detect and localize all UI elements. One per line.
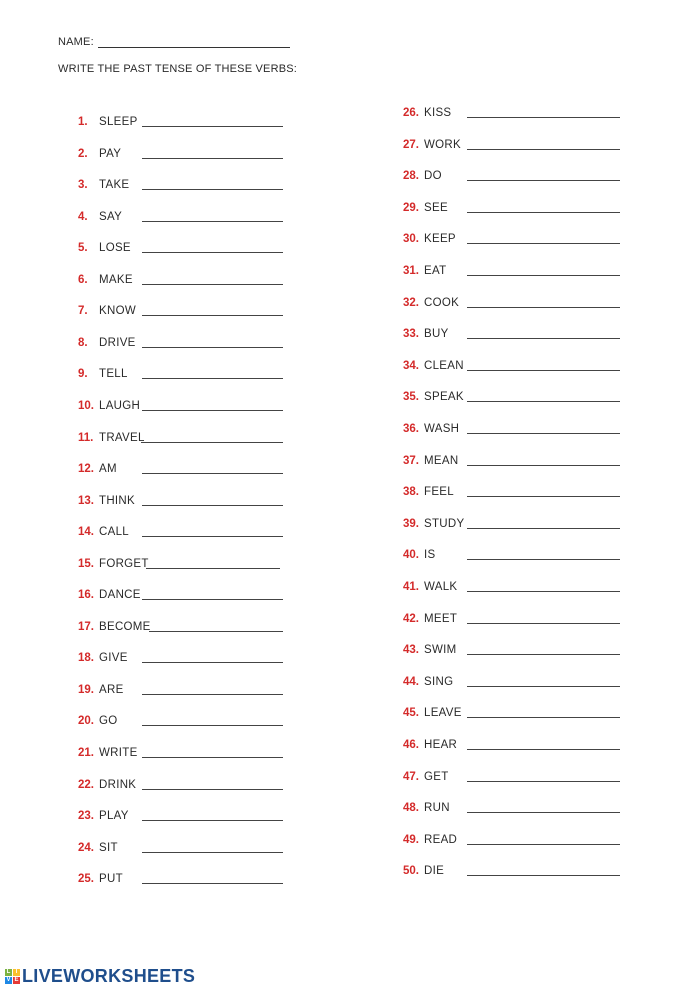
verb-item	[78, 775, 283, 791]
verb-item	[78, 585, 283, 601]
answer-blank[interactable]	[467, 781, 620, 782]
verb-item	[403, 166, 620, 182]
verb-item	[78, 396, 283, 412]
verb-label: KNOW	[99, 305, 136, 318]
item-number: 45.	[403, 707, 419, 720]
verb-item	[78, 743, 283, 759]
verb-label: DRINK	[99, 778, 137, 791]
verb-item	[78, 428, 283, 444]
answer-blank[interactable]	[467, 591, 620, 592]
verb-item	[403, 861, 620, 877]
item-number: 47.	[403, 770, 419, 783]
verb-item	[403, 735, 620, 751]
verb-label: HEAR	[424, 739, 458, 751]
answer-blank[interactable]	[467, 243, 620, 244]
verb-label: MEAN	[424, 454, 459, 467]
item-number: 22.	[78, 778, 94, 791]
item-number: 2.	[78, 147, 88, 160]
item-number: 38.	[403, 486, 419, 499]
answer-blank[interactable]	[467, 401, 620, 402]
answer-blank[interactable]	[142, 347, 283, 348]
verb-item	[78, 711, 283, 727]
verb-label: LOSE	[99, 242, 131, 255]
item-number: 19.	[78, 683, 94, 696]
verb-label: SLEEP	[99, 116, 138, 128]
verb-label: PUT	[99, 873, 123, 886]
answer-blank[interactable]	[142, 694, 283, 695]
verb-label: SPEAK	[424, 391, 464, 404]
answer-blank[interactable]	[467, 559, 620, 560]
verb-label: STUDY	[424, 517, 465, 530]
instructions: WRITE THE PAST TENSE OF THESE VERBS:	[58, 63, 298, 75]
answer-blank[interactable]	[146, 568, 280, 569]
item-number: 10.	[78, 399, 94, 412]
verb-item	[403, 324, 620, 340]
item-number: 50.	[403, 865, 419, 878]
item-number: 5.	[78, 242, 88, 255]
verb-label: DANCE	[99, 589, 141, 602]
answer-blank[interactable]	[467, 370, 620, 371]
answer-blank[interactable]	[467, 338, 620, 339]
answer-blank[interactable]	[149, 631, 283, 632]
verb-label: LEAVE	[424, 707, 462, 720]
verb-item	[403, 767, 620, 783]
verb-label: TRAVEL	[99, 431, 145, 444]
verb-item	[403, 545, 620, 561]
answer-blank[interactable]	[142, 315, 283, 316]
verb-item	[78, 270, 283, 286]
verb-label: GIVE	[99, 652, 128, 665]
verb-item	[78, 364, 283, 380]
answer-blank[interactable]	[467, 496, 620, 497]
verb-item	[78, 617, 283, 633]
item-number: 31.	[403, 265, 419, 277]
verb-label: TELL	[99, 368, 128, 381]
answer-blank[interactable]	[467, 875, 620, 876]
item-number: 11.	[78, 431, 94, 444]
verb-label: THINK	[99, 494, 135, 507]
answer-blank[interactable]	[467, 433, 620, 434]
item-number: 14.	[78, 526, 94, 539]
verb-label: DIE	[424, 865, 445, 878]
answer-blank[interactable]	[142, 378, 283, 379]
answer-blank[interactable]	[142, 820, 283, 821]
item-number: 12.	[78, 463, 94, 476]
answer-blank[interactable]	[467, 812, 620, 813]
item-number: 8.	[78, 336, 88, 349]
item-number: 27.	[403, 138, 419, 151]
answer-blank[interactable]	[467, 307, 620, 308]
answer-blank[interactable]	[467, 623, 620, 624]
item-number: 44.	[403, 675, 419, 688]
verb-item	[403, 830, 620, 846]
verb-item	[403, 261, 620, 277]
verb-label: BUY	[424, 328, 449, 341]
verb-item	[403, 451, 620, 467]
answer-blank[interactable]	[142, 284, 283, 285]
answer-blank[interactable]	[467, 275, 620, 276]
answer-blank[interactable]	[467, 654, 620, 655]
verb-item	[78, 459, 283, 475]
answer-blank[interactable]	[467, 465, 620, 466]
verb-item	[78, 207, 283, 223]
logo-grid-icon: L I V E	[6, 969, 19, 983]
verb-item	[403, 672, 620, 688]
verb-label: TAKE	[99, 179, 130, 192]
verb-label: SAY	[99, 210, 123, 223]
verb-item	[403, 577, 620, 593]
logo-text: LIVEWORKSHEETS	[22, 966, 196, 986]
verb-item	[78, 112, 283, 128]
answer-blank[interactable]	[142, 126, 283, 127]
verb-item	[78, 680, 283, 696]
answer-blank[interactable]	[142, 789, 283, 790]
verb-item	[78, 238, 283, 254]
item-number: 21.	[78, 747, 94, 759]
answer-blank[interactable]	[142, 252, 283, 253]
item-number: 36.	[403, 423, 419, 435]
verb-item	[78, 144, 283, 160]
answer-blank[interactable]	[142, 662, 283, 663]
verb-item	[78, 869, 283, 885]
verb-label: DRIVE	[99, 336, 136, 349]
verb-label: KISS	[424, 107, 452, 119]
verb-label: WRITE	[99, 747, 138, 759]
answer-blank[interactable]	[142, 599, 283, 600]
verb-label: GET	[424, 770, 449, 783]
verb-item	[78, 648, 283, 664]
verb-label: PAY	[99, 147, 122, 160]
item-number: 32.	[403, 296, 419, 309]
verb-item	[78, 175, 283, 191]
item-number: 42.	[403, 612, 419, 625]
verb-item	[403, 609, 620, 625]
item-number: 39.	[403, 517, 419, 530]
verb-label: EAT	[424, 265, 447, 277]
item-number: 7.	[78, 305, 88, 318]
item-number: 40.	[403, 549, 419, 562]
answer-blank[interactable]	[142, 725, 283, 726]
answer-blank[interactable]	[142, 189, 283, 190]
verb-item	[78, 491, 283, 507]
verb-label: CLEAN	[424, 359, 464, 372]
verb-label: PLAY	[99, 810, 129, 823]
item-number: 28.	[403, 170, 419, 183]
item-number: 48.	[403, 802, 419, 815]
item-number: 46.	[403, 739, 419, 751]
verb-item	[78, 333, 283, 349]
verb-item	[403, 703, 620, 719]
verb-label: SEE	[424, 201, 448, 214]
item-number: 20.	[78, 715, 94, 728]
verb-label: BECOME	[99, 620, 151, 633]
verb-label: MEET	[424, 612, 458, 625]
verb-label: RUN	[424, 802, 450, 815]
item-number: 9.	[78, 368, 88, 381]
name-input-line[interactable]	[98, 36, 290, 48]
item-number: 33.	[403, 328, 419, 341]
verb-label: READ	[424, 833, 458, 846]
item-number: 34.	[403, 359, 419, 372]
verb-item	[403, 103, 620, 119]
verb-label: MAKE	[99, 273, 133, 286]
answer-blank[interactable]	[142, 410, 283, 411]
verb-item	[403, 356, 620, 372]
item-number: 4.	[78, 210, 88, 223]
verb-item	[78, 522, 283, 538]
verb-item	[403, 135, 620, 151]
verb-label: SING	[424, 675, 454, 688]
item-number: 30.	[403, 233, 419, 246]
answer-blank[interactable]	[142, 505, 283, 506]
verb-item	[78, 838, 283, 854]
liveworksheets-logo	[5, 966, 195, 987]
item-number: 18.	[78, 652, 94, 665]
verb-item	[403, 229, 620, 245]
answer-blank[interactable]	[142, 757, 283, 758]
verb-item	[403, 387, 620, 403]
answer-blank[interactable]	[142, 883, 283, 884]
verb-label: LAUGH	[99, 399, 141, 412]
verb-label: WASH	[424, 423, 460, 435]
verb-item	[403, 514, 620, 530]
verb-label: COOK	[424, 296, 460, 309]
answer-blank[interactable]	[142, 852, 283, 853]
verb-label: WORK	[424, 138, 461, 151]
verb-label: DO	[424, 170, 442, 183]
verb-label: SIT	[99, 841, 118, 854]
verb-label: WALK	[424, 581, 458, 593]
answer-blank[interactable]	[467, 528, 620, 529]
verb-item	[78, 301, 283, 317]
item-number: 43.	[403, 644, 419, 657]
verb-label: CALL	[99, 526, 129, 539]
item-number: 25.	[78, 873, 94, 886]
answer-blank[interactable]	[142, 473, 283, 474]
answer-blank[interactable]	[467, 117, 620, 118]
verb-item	[403, 798, 620, 814]
item-number: 37.	[403, 454, 419, 467]
answer-blank[interactable]	[467, 749, 620, 750]
item-number: 29.	[403, 201, 419, 214]
name-label: NAME:	[58, 36, 94, 48]
verb-item	[78, 554, 283, 570]
answer-blank[interactable]	[142, 536, 283, 537]
item-number: 6.	[78, 273, 88, 286]
name-field-row	[58, 36, 290, 48]
item-number: 35.	[403, 391, 419, 404]
verb-item	[403, 640, 620, 656]
verb-item	[403, 198, 620, 214]
verb-label: FORGET	[99, 557, 149, 570]
answer-blank[interactable]	[467, 844, 620, 845]
item-number: 41.	[403, 581, 419, 593]
item-number: 17.	[78, 620, 94, 633]
verb-label: KEEP	[424, 233, 456, 246]
verb-item	[403, 419, 620, 435]
item-number: 49.	[403, 833, 419, 846]
item-number: 26.	[403, 107, 419, 119]
verb-label: SWIM	[424, 644, 457, 657]
verb-label: ARE	[99, 683, 124, 696]
item-number: 23.	[78, 810, 94, 823]
answer-blank[interactable]	[467, 212, 620, 213]
verb-label: FEEL	[424, 486, 454, 499]
item-number: 1.	[78, 116, 88, 128]
answer-blank[interactable]	[141, 442, 283, 443]
item-number: 16.	[78, 589, 94, 602]
answer-blank[interactable]	[467, 686, 620, 687]
verb-item	[403, 482, 620, 498]
verb-label: IS	[424, 549, 436, 562]
verb-label: GO	[99, 715, 118, 728]
item-number: 3.	[78, 179, 88, 192]
answer-blank[interactable]	[467, 149, 620, 150]
answer-blank[interactable]	[142, 158, 283, 159]
verb-item	[403, 293, 620, 309]
answer-blank[interactable]	[467, 717, 620, 718]
verb-item	[78, 806, 283, 822]
item-number: 24.	[78, 841, 94, 854]
verb-label: AM	[99, 463, 117, 476]
item-number: 15.	[78, 557, 94, 570]
answer-blank[interactable]	[467, 180, 620, 181]
answer-blank[interactable]	[142, 221, 283, 222]
item-number: 13.	[78, 494, 94, 507]
